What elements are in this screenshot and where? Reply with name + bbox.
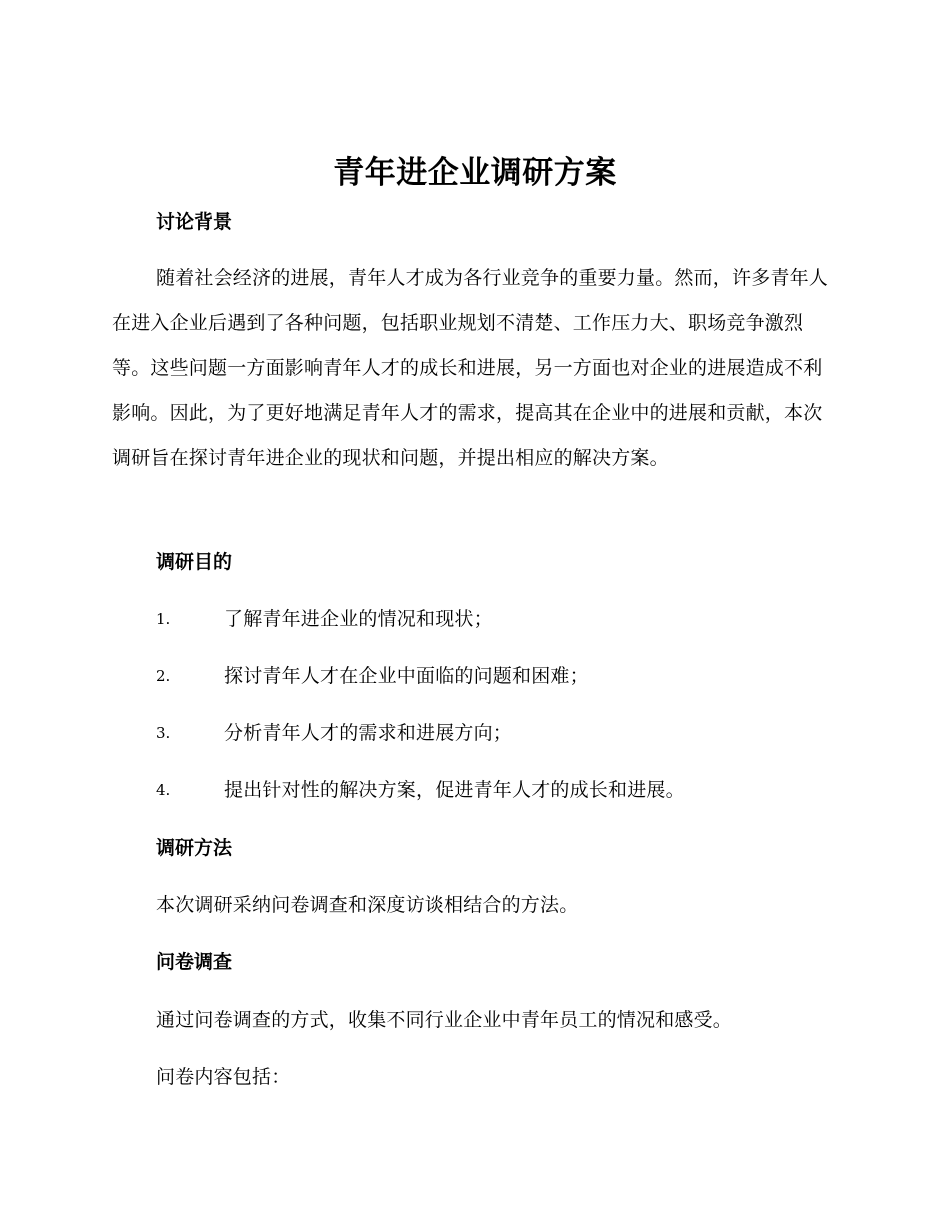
list-item <box>156 776 856 804</box>
questionnaire-content-intro: 问卷内容包括： <box>156 1066 291 1088</box>
section-heading-questionnaire: 问卷调查 <box>156 951 233 973</box>
list-item-number: 4. <box>156 781 171 799</box>
page-title: 青年进企业调研方案 <box>333 155 617 191</box>
list-item-text: 分析青年人才的需求和进展方向； <box>224 722 513 744</box>
list-item-text: 提出针对性的解决方案，促进青年人才的成长和进展。 <box>224 779 685 801</box>
list-item-text: 了解青年进企业的情况和现状； <box>224 608 493 630</box>
list-item-number: 2. <box>156 667 171 685</box>
background-paragraph: 随着社会经济的进展，青年人才成为各行业竞争的重要力量。然而，许多青年人在进入企业后遇到了各种问题，包括职业规划不清楚、工作压力大、职场竞争激烈等。这些问题一方面影响青年人才的成长和进展，另一方面也对企业的进展造成不利影响。因此，为了更好地满足青年人才的需求，提高其在企业中的进展和贡献，本次调研旨在探讨青年进企业的现状和问题，并提出相应的解决方案。 <box>112 267 829 469</box>
list-item <box>156 662 856 690</box>
section-heading-method: 调研方法 <box>156 837 233 859</box>
list-item <box>156 719 856 747</box>
method-text: 本次调研采纳问卷调查和深度访谈相结合的方法。 <box>156 894 579 916</box>
section-heading-purpose: 调研目的 <box>156 551 233 573</box>
list-item-number: 1. <box>156 610 171 628</box>
questionnaire-text: 通过问卷调查的方式，收集不同行业企业中青年员工的情况和感受。 <box>156 1009 733 1031</box>
list-item-text: 探讨青年人才在企业中面临的问题和困难； <box>224 665 589 687</box>
list-item-number: 3. <box>156 724 171 742</box>
section-heading-background: 讨论背景 <box>156 211 233 233</box>
list-item <box>156 605 856 633</box>
